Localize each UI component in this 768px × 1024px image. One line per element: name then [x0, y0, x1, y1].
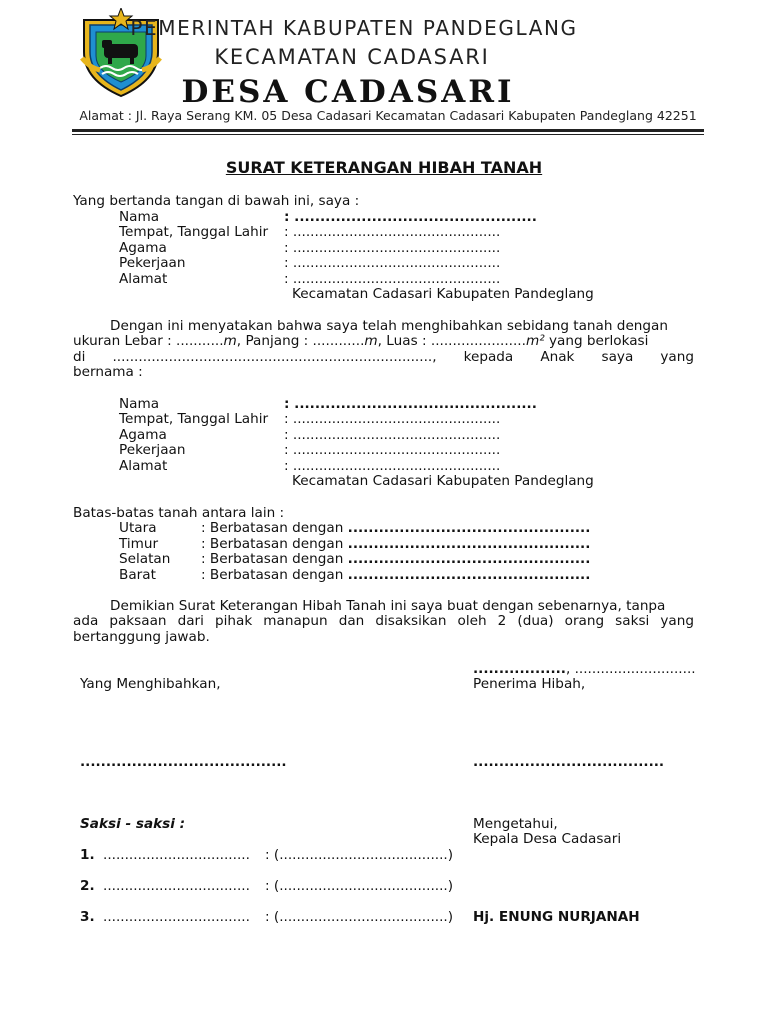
statement-line-1: Dengan ini menyatakan bahwa saya telah menghibahkan sebidang tanah dengan	[110, 318, 668, 334]
date-dots: , ............................	[565, 661, 696, 677]
receiver-value-birth: : ................................................	[284, 411, 501, 427]
intro-text: Yang bertanda tangan di bawah ini, saya :	[73, 193, 360, 209]
giver-value-job: : ................................................	[284, 255, 501, 271]
witness-sign-1: : (.......................................)	[265, 847, 454, 863]
acknowledge-line-2: Kepala Desa Cadasari	[473, 831, 622, 847]
word: saya	[601, 349, 634, 365]
letterhead-line-2: KECAMATAN CADASARI	[214, 45, 490, 69]
word: Anak	[540, 349, 575, 365]
boundary-label-east: Timur	[119, 536, 159, 552]
witness-name-1: ..................................	[103, 847, 250, 863]
witness-number-3: 3.	[80, 909, 95, 925]
giver-value-address: : ................................................	[284, 271, 501, 287]
witness-name-3: ..................................	[103, 909, 250, 925]
receiver-signature-line: .....................................	[473, 754, 665, 770]
giver-label-religion: Agama	[119, 240, 167, 256]
unit-m: m	[364, 333, 378, 349]
receiver-label-religion: Agama	[119, 427, 167, 443]
unit-m: m	[223, 333, 237, 349]
header-divider-thin	[72, 134, 704, 135]
boundary-prefix: : Berbatasan dengan	[201, 520, 348, 536]
receiver-value-job: : ................................................	[284, 442, 501, 458]
receiver-value-name: : ...............................................	[284, 396, 537, 412]
witness-sign-3: : (.......................................)	[265, 909, 454, 925]
witness-number-1: 1.	[80, 847, 95, 863]
witness-number-2: 2.	[80, 878, 95, 894]
boundary-label-north: Utara	[119, 520, 157, 536]
statement-line-3	[73, 349, 694, 365]
statement-line-4: bernama :	[73, 364, 143, 380]
receiver-label-birth: Tempat, Tanggal Lahir	[119, 411, 269, 427]
boundary-prefix: : Berbatasan dengan	[201, 536, 348, 552]
giver-address-line2: Kecamatan Cadasari Kabupaten Pandeglang	[292, 286, 594, 302]
giver-label-birth: Tempat, Tanggal Lahir	[119, 224, 269, 240]
receiver-address-line2: Kecamatan Cadasari Kabupaten Pandeglang	[292, 473, 594, 489]
word: yang	[660, 349, 694, 365]
statement-width: ukuran Lebar : ...........	[73, 333, 224, 349]
closing-line-3: bertanggung jawab.	[73, 629, 210, 645]
giver-label-job: Pekerjaan	[119, 255, 186, 271]
boundary-value-east	[201, 536, 590, 552]
receiver-signature-label: Penerima Hibah,	[473, 676, 586, 692]
witness-sign-2: : (.......................................)	[265, 878, 454, 894]
boundary-label-west: Barat	[119, 567, 156, 583]
letterhead-address: Alamat : Jl. Raya Serang KM. 05 Desa Cadasari Kecamatan Cadasari Kabupaten Pandeglang 42251	[79, 108, 697, 123]
header-divider-thick	[72, 129, 704, 132]
giver-signature-line: ........................................	[80, 754, 287, 770]
document-title: SURAT KETERANGAN HIBAH TANAH	[225, 158, 543, 177]
boundary-prefix: : Berbatasan dengan	[201, 567, 348, 583]
giver-value-religion: : ................................................	[284, 240, 501, 256]
boundary-value-south	[201, 551, 590, 567]
unit-m2: m²	[525, 333, 545, 349]
receiver-label-name: Nama	[119, 396, 160, 412]
letterhead	[72, 8, 704, 126]
giver-signature-label: Yang Menghibahkan,	[80, 676, 221, 692]
boundary-dots: ...............................................	[347, 567, 591, 583]
giver-label-address: Alamat	[119, 271, 168, 287]
closing-line-2: ada paksaan dari pihak manapun dan disaksikan oleh 2 (dua) orang saksi yang	[73, 613, 694, 629]
boundary-label-south: Selatan	[119, 551, 171, 567]
closing-line-1: Demikian Surat Keterangan Hibah Tanah ini saya buat dengan sebenarnya, tanpa	[110, 598, 666, 614]
statement-area: , Luas : ......................	[377, 333, 526, 349]
receiver-value-address: : ................................................	[284, 458, 501, 474]
village-head-name: Hj. ENUNG NURJANAH	[473, 909, 640, 925]
boundary-dots: ...............................................	[347, 551, 591, 567]
witness-name-2: ..................................	[103, 878, 250, 894]
giver-value-birth: : ................................................	[284, 224, 501, 240]
boundary-value-west	[201, 567, 590, 583]
place-date	[473, 661, 696, 677]
word: di	[73, 349, 86, 365]
giver-label-name: Nama	[119, 209, 160, 225]
witnesses-title: Saksi - saksi :	[80, 816, 186, 832]
location-dots: ..........................................................................,	[112, 349, 437, 365]
receiver-label-address: Alamat	[119, 458, 168, 474]
boundary-dots: ...............................................	[347, 536, 591, 552]
statement-line-2	[73, 333, 694, 349]
acknowledge-line-1: Mengetahui,	[473, 816, 558, 832]
place-dots: ..................	[473, 661, 566, 677]
letterhead-line-3: DESA CADASARI	[181, 74, 515, 110]
giver-value-name: : ...............................................	[284, 209, 537, 225]
boundary-prefix: : Berbatasan dengan	[201, 551, 348, 567]
receiver-value-religion: : ................................................	[284, 427, 501, 443]
receiver-label-job: Pekerjaan	[119, 442, 186, 458]
boundary-dots: ...............................................	[347, 520, 591, 536]
statement-length: , Panjang : ............	[236, 333, 365, 349]
statement-location: yang berlokasi	[544, 333, 649, 349]
letterhead-line-1: PEMERINTAH KABUPATEN PANDEGLANG	[130, 16, 578, 40]
word: kepada	[463, 349, 514, 365]
boundary-value-north	[201, 520, 590, 536]
boundaries-intro: Batas-batas tanah antara lain :	[73, 505, 285, 521]
